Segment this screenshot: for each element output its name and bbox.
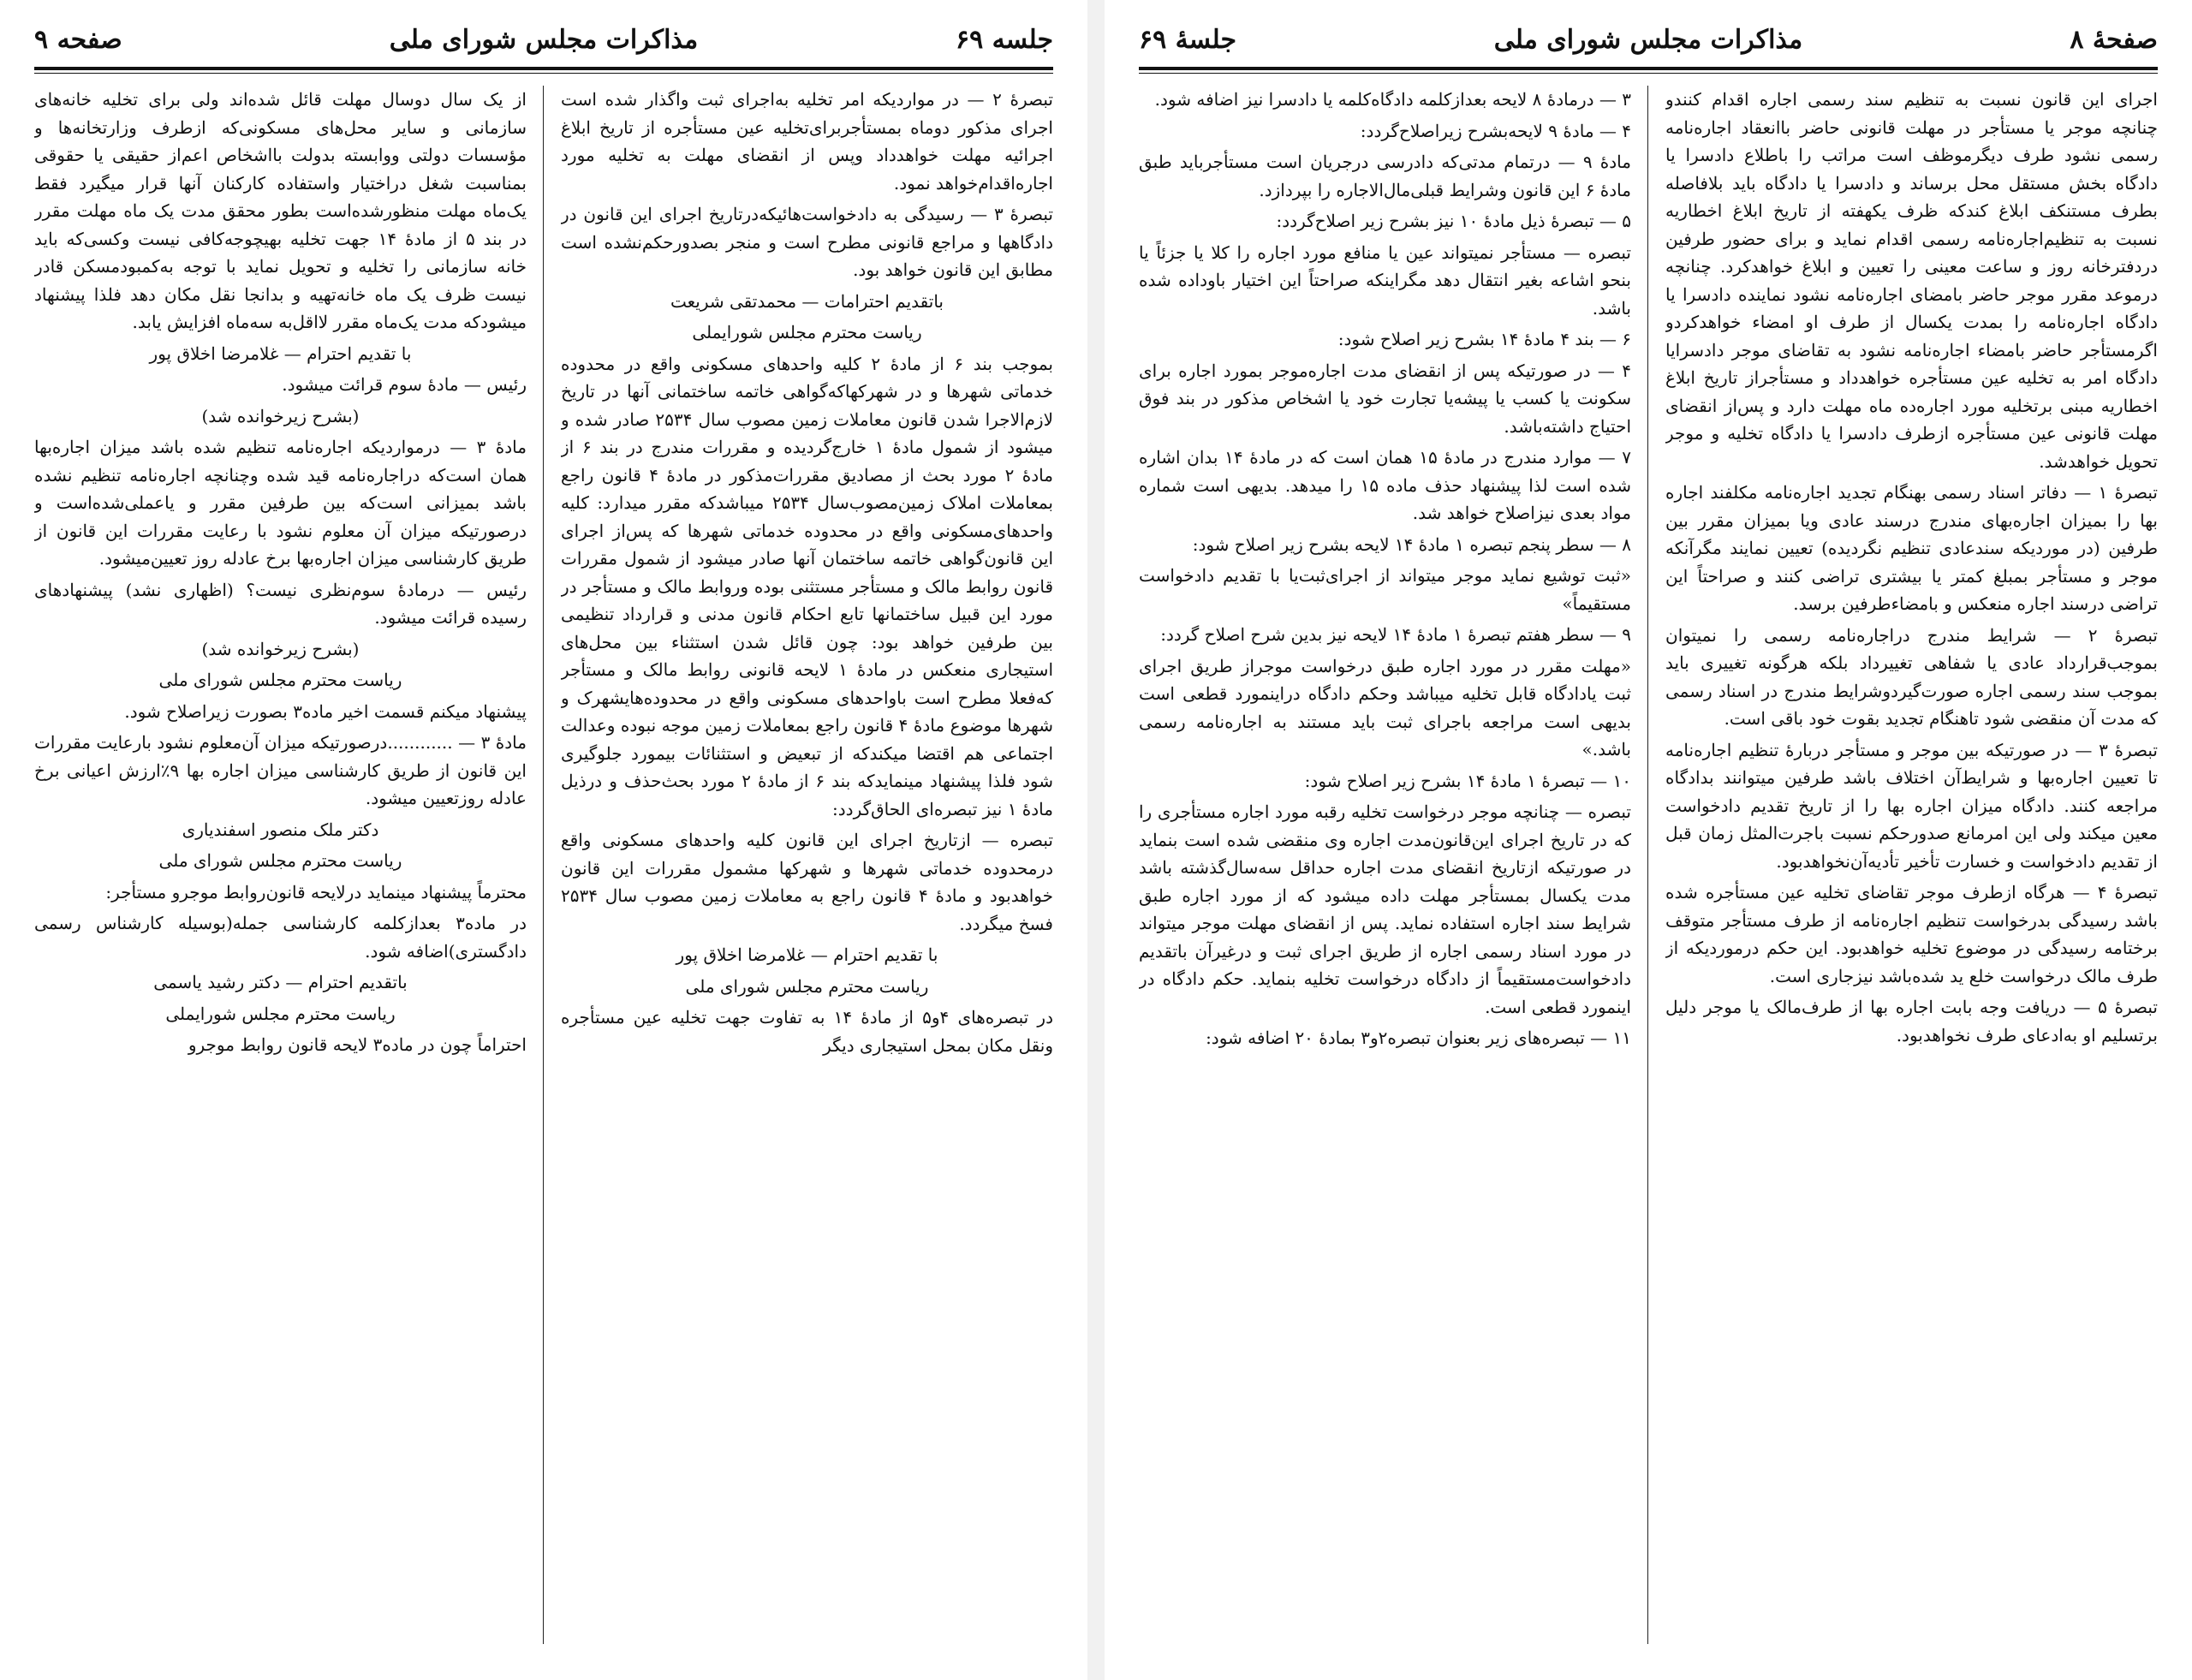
paragraph: در تبصره‌های ۴و۵ از مادهٔ ۱۴ به تفاوت جهت تخلیه عین مستأجره ونقل مکان بمحل استیجاری دیگر xyxy=(561,1007,1053,1056)
paragraph: ریاست محترم مجلس شورایملی xyxy=(692,322,922,343)
paragraph: مادهٔ ۳ — ............درصورتیکه میزان آن‌معلوم نشود بارعایت مقررات این قانون از طریق کارشناسی میزان اجاره بها ۹٪ارزش اعیانی برخ عادله روزتعیین میشود. xyxy=(34,732,527,808)
text-column-left xyxy=(34,86,527,1661)
paragraph: تبصره — ازتاریخ اجرای این قانون کلیه واحدهای مسکونی واقع درمحدوده خدماتی شهرها و شهرکها مشمول مقررات این قانون خواهدبود و مادهٔ ۴ قانون راجع به معاملات زمین مصوب سال ۲۵۳۴ فسخ میگردد. xyxy=(561,830,1053,934)
paragraph: ریاست محترم مجلس شورای ملی xyxy=(158,850,402,871)
paragraph: ریاست محترم مجلس شورایملی xyxy=(165,1003,396,1024)
paragraph: (بشرح زیرخوانده شد) xyxy=(201,405,360,426)
paragraph: تبصرهٔ ۳ — رسیدگی به دادخواست‌هائیکه‌درتاریخ اجرای این قانون در دادگاهها و مراجع قانونی مطرح است و منجر بصدورحکم‌نشده است مطابق این قانون خواهد بود. xyxy=(561,204,1053,280)
paragraph: بموجب بند ۶ از مادهٔ ۲ کلیه واحدهای مسکونی واقع در محدوده خدماتی شهرها و در شهرکهاکه‌گواهی خاتمه ساختمانی آنها در تاریخ لازم‌الاجرا شدن قانون معاملات زمین مصوب سال ۲۵۳۴ صادر شده و میشود از شمول مادهٔ ۱ خارج‌گردیده و مقررات مندرج در بند ۶ از مادهٔ ۲ مورد بحث از مصادیق مقررات‌مذکور در مادهٔ ۴ قانون راجع بمعاملات املاک زمین‌مصوب‌سال ۲۵۳۴ میباشدکه مقرر میدارد: کلیه واحدهای‌مسکونی واقع در محدوده خدماتی شهرها که پس‌از اجرای این قانون‌گواهی خاتمه ساختمان آنها صادر میشود از شمول مقررات قانون روابط مالک و مستأجر مستثنی بوده وروابط مالک و مستأجر در مورد این قبیل ساختمانها تابع احکام قانون مدنی و قرارداد تنظیمی بین طرفین خواهد بود: چون قائل شدن استثناء بین محل‌های استیجاری منعکس در مادهٔ ۱ لایحه قانونی روابط مالک و مستأجر که‌فعلا مطرح است باواحدهای مسکونی واقع در محدوده‌هایشهرک و شهرها موضوع مادهٔ ۴ قانون راجع بمعاملات زمین موجه نبوده وعدالت اجتماعی هم اقتضا میکندکه از تبعیض و استثنائات بیمورد جلوگیری شود فلذا پیشنهاد مینمایدکه بند ۶ از مادهٔ ۲ مورد بحث‌حذف و درذیل مادهٔ ۱ نیز تبصره‌ای الحاق‌گردد: xyxy=(561,353,1053,819)
paragraph: تبصرهٔ ۲ — شرایط مندرج دراجاره‌نامه رسمی را نمیتوان بموجب‌قرارداد عادی یا شفاهی تغییرداد بلکه هرگونه تغییری باید بموجب سند رسمی اجاره صورت‌گیردوشرایط مندرج در اسناد رسمی که مدت آن منقضی شود تاهنگام تجدید بقوت خود باقی است. xyxy=(1665,624,2158,729)
paragraph: ریاست محترم مجلس شورای ملی xyxy=(158,670,402,690)
session-label: جلسه ۶۹ xyxy=(955,25,1053,55)
paragraph: محترماً پیشنهاد مینماید درلایحه قانون‌روابط موجرو مستأجر: xyxy=(105,881,527,903)
paragraph: «مهلت مقرر در مورد اجاره طبق درخواست موجراز طریق اجرای ثبت یادادگاه قابل تخلیه میباشد وحکم دادگاه دراینمورد قطعی است بدیهی است مراجعه باجرای ثبت باید مستند به اجاره‌نامه رسمی باشد.» xyxy=(1139,655,1631,760)
paragraph: ۴ — مادهٔ ۹ لایحه‌بشرح زیراصلاح‌گردد: xyxy=(1360,120,1631,141)
header-rule xyxy=(34,67,1053,74)
paragraph: با تقدیم احترام — غلامرضا اخلاق پور xyxy=(149,343,412,364)
running-title: مذاکرات مجلس شورای ملی xyxy=(1493,25,1803,55)
page-number: صفحه ۹ xyxy=(34,25,122,55)
paragraph: «ثبت توشیع نماید موجر میتواند از اجرای‌ثبت‌یا با تقدیم دادخواست مستقیماً» xyxy=(1139,565,1631,614)
text-column-right xyxy=(1665,86,2158,1661)
paragraph: دکتر ملک منصور اسفندیاری xyxy=(182,819,379,840)
paragraph: ۱۱ — تبصره‌های زیر بعنوان تبصره‌۲و۳ بمادهٔ ۲۰ اضافه شود: xyxy=(1206,1028,1631,1048)
text-column-right xyxy=(561,86,1053,1661)
paragraph: تبصرهٔ ۱ — دفاتر اسناد رسمی بهنگام تجدید اجاره‌نامه مکلفند اجاره بها را بمیزان اجاره‌بهای مندرج درسند عادی ویا بمیزان مقرر بین طرفین (در موردیکه سندعادی تنظیم نگردیده) تعیین نمایند مگرآنکه موجر و مستأجر بمبلغ کمتر یا بیشتری تراضی کنند و صراحتاً این تراضی درسند اجاره منعکس و بامضاءطرفین برسد. xyxy=(1665,482,2158,614)
paragraph: ۶ — بند ۴ مادهٔ ۱۴ بشرح زیر اصلاح شود: xyxy=(1337,329,1631,349)
paragraph: تبصرهٔ ۳ — در صورتیکه بین موجر و مستأجر دربارهٔ تنظیم اجاره‌نامه تا تعیین اجاره‌بها و شرایط‌آن اختلاف باشد طرفین میتوانند بدادگاه مراجعه کنند. دادگاه میزان اجاره بها را از تاریخ تقدیم دادخواست معین میکند ولی این امرمانع صدورحکم نسبت باجرت‌المثل زمان قبل از تقدیم دادخواست و خسارت تأخیر تأدیه‌آن‌نخواهدبود. xyxy=(1665,739,2158,872)
paragraph: (بشرح زیرخوانده شد) xyxy=(201,638,360,659)
paragraph: احتراماً چون در ماده۳ لایحه قانون روابط موجرو xyxy=(188,1034,527,1055)
paragraph: ۹ — سطر هفتم تبصرهٔ ۱ مادهٔ ۱۴ لایحه نیز بدین شرح اصلاح گردد: xyxy=(1160,624,1631,645)
paragraph: رئیس — درمادهٔ سوم‌نظری نیست؟ (اظهاری نشد) پیشنهادهای رسیده قرائت میشود. xyxy=(34,579,527,628)
page-number: صفحهٔ ۸ xyxy=(2070,25,2158,55)
paragraph: تبصرهٔ ۵ — دریافت وجه بابت اجاره بها از طرف‌مالک یا موجر دلیل برتسلیم او به‌ادعای طرف نخواهدبود. xyxy=(1665,997,2158,1046)
paragraph: ۴ — در صورتیکه پس از انقضای مدت اجاره‌موجر بمورد اجاره برای سکونت یا کسب یا پیشه‌یا تجارت خود یا اشخاص مذکور در بند فوق احتیاج داشته‌باشد. xyxy=(1139,360,1631,437)
paragraph: با تقدیم احترام — غلامرضا اخلاق پور xyxy=(676,944,938,965)
page-9 xyxy=(0,0,1087,1680)
paragraph: ۸ — سطر پنجم تبصره ۱ مادهٔ ۱۴ لایحه بشرح زیر اصلاح شود: xyxy=(1192,533,1631,555)
paragraph: رئیس — مادهٔ سوم قرائت میشود. xyxy=(282,374,527,395)
header-rule xyxy=(1139,67,2158,74)
paragraph: ریاست محترم مجلس شورای ملی xyxy=(685,975,929,997)
paragraph: ۱۰ — تبصرهٔ ۱ مادهٔ ۱۴ بشرح زیر اصلاح شود: xyxy=(1304,770,1631,791)
running-title: مذاکرات مجلس شورای ملی xyxy=(389,25,699,55)
column-divider xyxy=(1647,86,1648,1644)
paragraph: مادهٔ ۹ — درتمام مدتی‌که دادرسی درجریان است مستأجرباید طبق مادهٔ ۶ این قانون وشرایط قبلی‌مال‌الاجاره را بپردازد. xyxy=(1139,152,1631,200)
paragraph: تبصرهٔ ۴ — هرگاه ازطرف موجر تقاضای تخلیه عین مستأجره شده باشد رسیدگی بدرخواست تنظیم اجاره‌نامه از طرف مستأجر متوقف برختامه رسیدگی در موضوع تخلیه خواهدبود. این حکم درمورد‌یکه از طرف مالک درخواست خلع ید شده‌باشد نیزجاری است. xyxy=(1665,882,2158,986)
page-8 xyxy=(1105,0,2192,1680)
paragraph: مادهٔ ۳ — درمواردیکه اجاره‌نامه تنظیم شده باشد میزان اجاره‌بها همان است‌که دراجاره‌نامه قید شده وچنانچه اجاره‌نامه تنظیم نشده باشد بمیزانی است‌که بین طرفین مقرر و یاعملی‌شده‌است و درصورتیکه میزان آن معلوم نشود با رعایت مقررات این قانون از طریق کارشناسی میزان اجاره‌بها برخ عادله روز تعیین‌میشود. xyxy=(34,437,527,569)
paragraph: باتقدیم احترامات — محمدتقی شریعت xyxy=(670,290,944,312)
session-label: جلسهٔ ۶۹ xyxy=(1139,25,1237,55)
paragraph: تبصره — مستأجر نمیتواند عین یا منافع مورد اجاره را کلا یا جزئاً یا بنحو اشاعه بغیر انتقال دهد مگراینکه صراحتاً این اختیار باوداده شده باشد. xyxy=(1139,241,1631,319)
paragraph: اجرای این قانون نسبت به تنظیم سند رسمی اجاره اقدام کنندو چنانچه موجر یا مستأجر در مهلت قانونی حاضر باانعقاد اجاره‌نامه رسمی نشود طرف دیگرموظف است مراتب را باطلاع دادسرا یا دادگاه بخش مستقل محل برساند و دادسرا یا دادگاه باید بلافاصله بطرف مستنکف ابلاغ کندکه ظرف یکهفته از تاریخ ابلاغ اخطاریه نسبت به تنظیم‌اجاره‌نامه رسمی اقدام نماید و برای حضور طرفین دردفترخانه روز و ساعت معینی را تعیین و ابلاغ خواهدکرد. چنانچه درموعد مقرر موجر حاضر بامضای اجاره‌نامه نشود نماینده دادسرا یا دادگاه اجاره‌نامه را بمدت یکسال از طرف او امضاء خواهدکردو اگرمستأجر حاضر بامضاء اجاره‌نامه نشود به تقاضای موجر دادسرایا دادگاه امر به تخلیه عین مستأجره خواهدداد و مستأجراز تاریخ ابلاغ اخطاریه مبنی برتخلیه مورد اجاره‌ده ماه مهلت دارد و پس‌از انقضای مهلت قانونی عین مستأجره ازطرف دادسرا یا دادگاه تخلیه و موجر تحویل خواهدشد. xyxy=(1665,89,2158,472)
paragraph: ۵ — تبصرهٔ ذیل مادهٔ ۱۰ نیز بشرح زیر اصلاح‌گردد: xyxy=(1276,211,1631,231)
paragraph: ۷ — موارد مندرج در مادهٔ ۱۵ همان است که در مادهٔ ۱۴ بدان اشاره شده است لذا پیشنهاد حذف ماده ۱۵ را میدهد. بدیهی است شماره مواد بعدی نیزاصلاح خواهد شد. xyxy=(1139,447,1631,523)
paragraph: پیشنهاد میکنم قسمت اخیر ماده۳ بصورت زیراصلاح شود. xyxy=(124,700,527,722)
paragraph: تبصرهٔ ۲ — در مواردیکه امر تخلیه به‌اجرای ثبت واگذار شده است اجرای مذکور دوماه بمستأجربرای‌تخلیه عین مستأجره از تاریخ ابلاغ اجرائیه مهلت خواهدداد وپس از انقضای مهلت به تخلیه مورد اجاره‌اقدام‌خواهد نمود. xyxy=(561,89,1053,194)
paragraph: در ماده۳ بعدازکلمه کارشناسی جمله(بوسیله کارشناس رسمی دادگستری)اضافه شود. xyxy=(34,913,527,962)
paragraph: ۳ — درمادهٔ ۸ لایحه بعدازکلمه دادگاه‌کلمه یا دادسرا نیز اضافه شود. xyxy=(1154,89,1631,110)
paragraph: تبصره — چنانچه موجر درخواست تخلیه رقبه مورد اجاره مستأجری را که در تاریخ اجرای این‌قانون‌مدت اجاره وی منقضی شده است بنماید در صورتیکه ازتاریخ انقضای مدت اجاره حداقل سه‌سال‌گذشته باشد مدت یکسال بمستأجر مهلت داده میشود که از مورد اجاره طبق شرایط سند اجاره استفاده نماید. پس از انقضای مهلت موجر میتواند در مورد اسناد رسمی اجاره از طریق اجرای ثبت و درغیرآن باتقدیم دادخواست‌مستقیماً از دادگاه درخواست تخلیه بنماید. حکم دادگاه در اینمورد قطعی است. xyxy=(1139,801,1631,1017)
paragraph: از یک سال دوسال مهلت قائل شده‌اند ولی برای تخلیه خانه‌های سازمانی و سایر محل‌های مسکونی‌که ازطرف وزارتخانه‌ها و مؤسسات دولتی ووابسته بدولت بااشخاص اعم‌از حقیقی یا حقوقی بمناسبت شغل دراختیار واستفاده کارکنان آنها قرار میگیرد فقط یک‌ماه مهلت منظورشده‌است بطور محقق مدت یک ماه مهلت مقرر در بند ۵ از مادهٔ ۱۴ جهت تخلیه بهیچوجه‌کافی نیست وکسی‌که باید خانه سازمانی را تخلیه و تحویل نماید با توجه به‌کمبودمسکن قادر نیست ظرف یک ماه خانه‌تهیه و بدانجا نقل مکان دهد فلذا پیشنهاد میشودکه مدت یک‌ماه مقرر لااقل‌به سه‌ماه افزایش یابد. xyxy=(34,89,527,332)
text-column-left xyxy=(1139,86,1631,1661)
page-gutter xyxy=(1087,0,1105,1680)
paragraph: باتقدیم احترام — دکتر رشید یاسمی xyxy=(153,972,408,992)
column-divider xyxy=(543,86,544,1644)
